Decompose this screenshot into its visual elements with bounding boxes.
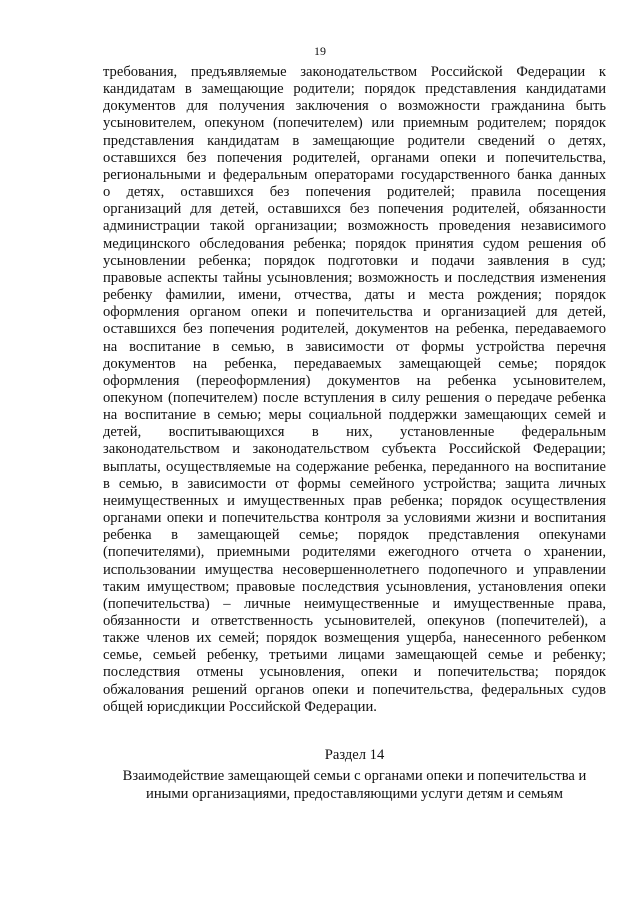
body-line: правовые аспекты тайны усыновления; возможность и последствия изменения [103,269,606,286]
body-line: неимущественных и имущественных прав ребенка; порядок осуществления [103,492,606,509]
body-line: представления кандидатам в замещающие родители сведений о детях, [103,132,606,149]
body-paragraph [103,64,606,716]
body-line: также членов их семей; порядок возмещения ущерба, нанесенного ребенком [103,630,606,647]
body-line: на воспитание в семью; меры социальной поддержки замещающих семей и [103,407,606,424]
body-line: в семью, в зависимости от формы семейного устройства; защита личных [103,475,606,492]
body-line: документов на ребенка, передаваемых замещающей семье; порядок [103,355,606,372]
section-title-line: иными организациями, предоставляющими услуги детям и семьям [146,786,563,802]
body-line: выплаты, осуществляемые на содержание ребенка, переданного на воспитание [103,458,606,475]
body-line: (попечителями), приемными родителями ежегодного отчета о хранении, [103,544,606,561]
section-title [103,767,606,803]
body-line: общей юрисдикции Российской Федерации. [103,698,377,715]
body-line: медицинского обследования ребенка; порядок принятия судом решения об [103,235,606,252]
body-line: (попечительства) – личные неимущественные и имущественные права, [103,595,606,612]
body-line: органами опеки и попечительства контроля за условиями жизни и воспитания [103,510,606,527]
body-line: последствия отмены усыновления, опеки и попечительства; порядок [103,664,606,681]
body-line: ребенку фамилии, имени, отчества, даты и места рождения; порядок [103,287,606,304]
body-line: оформления органом опеки и попечительства и организацией для детей, [103,304,606,321]
body-line: требования, предъявляемые законодательством Российской Федерации к [103,64,606,80]
body-line: усыновлении ребенка; порядок подготовки и подачи заявления в суд; [103,252,606,269]
section-heading: Раздел 14 [324,747,385,763]
body-line: о детях, оставшихся без попечения родителей; правила посещения [103,184,606,201]
body-line: оставшихся без попечения родителей, органами опеки и попечительства, [103,149,606,166]
body-line: оформления (переоформления) документов на ребенка усыновителем, [103,372,606,389]
page-number: 19 [314,44,326,58]
body-line: организаций для детей, оставшихся без попечения родителей, обязанности [103,201,606,218]
body-line: документов для получения заключения о возможности гражданина быть [103,98,606,115]
body-line: использовании имущества несовершеннолетнего подопечного и управлении [103,561,606,578]
body-line: кандидатам в замещающие родители; порядок представления кандидатами [103,81,606,98]
body-line: таким имуществом; правовые последствия усыновления, установления опеки [103,578,606,595]
body-line: оставшихся без попечения родителей, документов на ребенка, передаваемого [103,321,606,338]
body-line: на воспитание в семью, в зависимости от формы устройства перечня [103,338,606,355]
body-line: опекуном (попечителем) после вступления в силу решения о передаче ребенка [103,389,606,406]
body-line: семье, семьей ребенку, третьими лицами замещающей семье и ребенку; [103,647,606,664]
section-title-line: Взаимодействие замещающей семьи с органами опеки и попечительства и [122,768,587,784]
body-line: ребенка в замещающей семье; порядок представления опекунами [103,527,606,544]
body-line: детей, воспитывающихся в них, установленные федеральным [103,424,606,441]
body-line: законодательством и законодательством субъекта Российской Федерации; [103,441,606,458]
body-line: региональными и федеральным операторами государственного банка данных [103,166,606,183]
body-line: обжалования решений органов опеки и попечительства, федеральных судов [103,681,606,698]
body-line: обязанности и ответственность усыновителей, опекунов (попечителей), а [103,613,606,629]
body-line: администрации такой организации; возможность проведения независимого [103,218,606,235]
body-line: усыновителем, опекуном (попечителем) или приемным родителем; порядок [103,115,606,132]
